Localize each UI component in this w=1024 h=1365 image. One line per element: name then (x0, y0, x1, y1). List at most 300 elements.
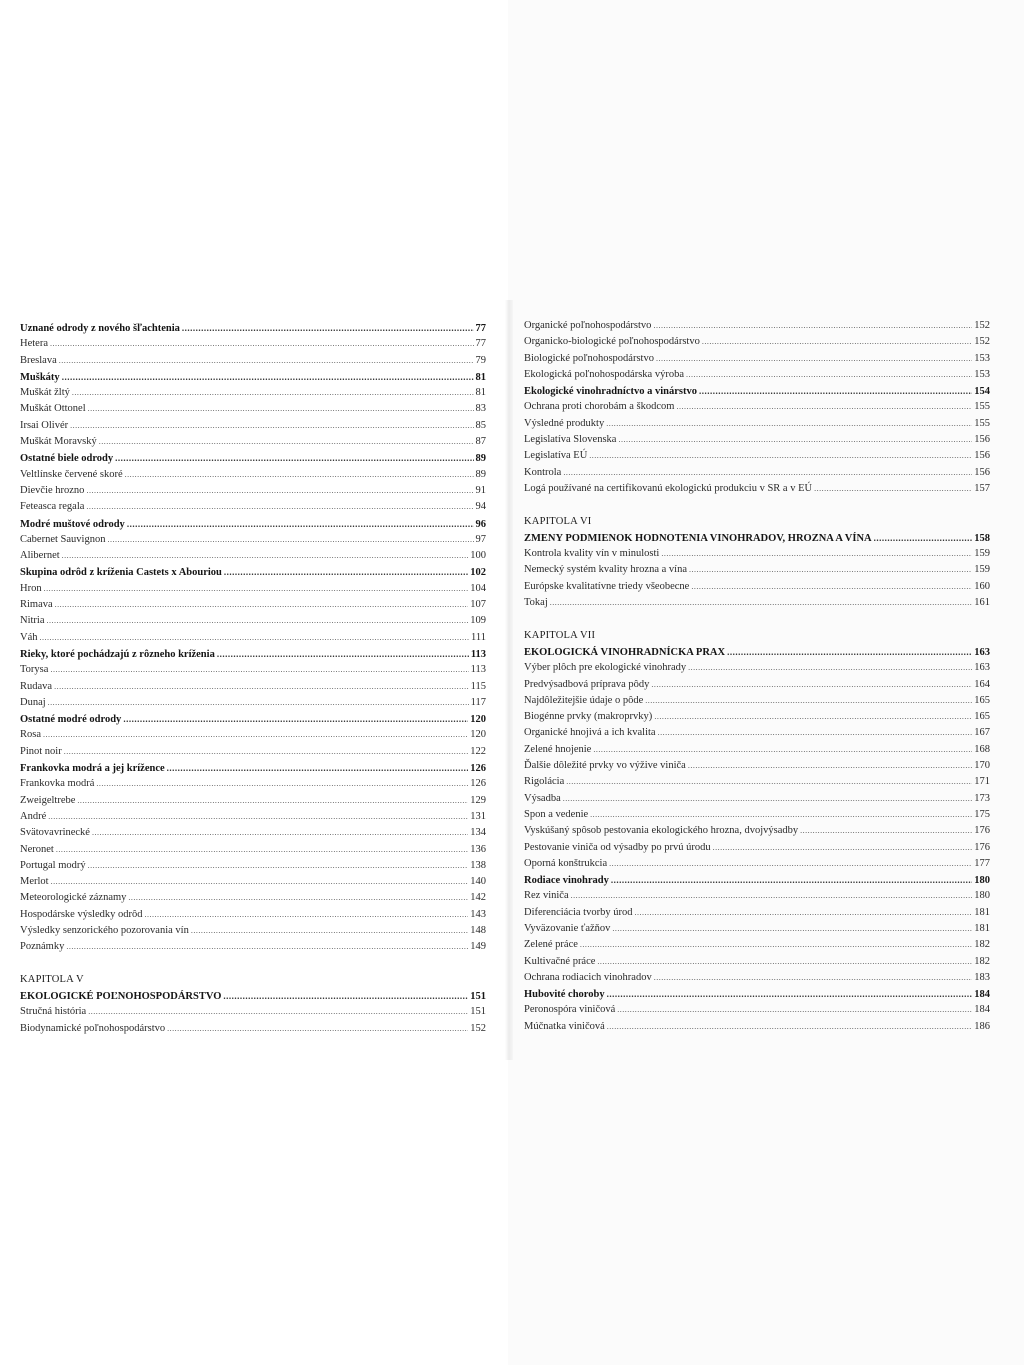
toc-right-column (524, 318, 990, 1035)
toc-dot-leader (656, 351, 972, 367)
toc-entry-title: Legislatíva Slovenska (524, 434, 617, 446)
toc-page-number: 151 (470, 991, 486, 1003)
toc-dot-leader (44, 581, 469, 597)
toc-dot-leader (609, 856, 972, 872)
toc-entry-title: Rosa (20, 729, 41, 741)
toc-entry-title: Rieky, ktoré pochádzajú z rôzneho kríženia (20, 648, 215, 660)
toc-entry (20, 662, 486, 678)
toc-entry (524, 774, 990, 790)
toc-section-heading (20, 760, 486, 776)
toc-entry (20, 923, 486, 939)
toc-page-number: 176 (974, 825, 990, 837)
toc-entry-title: Vyskúšaný spôsob pestovania ekologického hrozna, dvojvýsadby (524, 825, 799, 837)
toc-entry-title: Modré muštové odrody (20, 518, 125, 530)
toc-dot-leader (167, 760, 469, 776)
toc-entry-title: Portugal modrý (20, 859, 86, 871)
toc-entry-title: Ochrana proti chorobám a škodcom (524, 401, 675, 413)
toc-page-number: 138 (470, 859, 486, 871)
toc-entry (20, 679, 486, 695)
toc-entry (524, 905, 990, 921)
toc-entry (524, 595, 990, 611)
chapter-label: KAPITOLA VI (524, 515, 592, 527)
toc-dot-leader (125, 467, 474, 483)
toc-spacer (20, 956, 486, 972)
toc-dot-leader (699, 383, 972, 399)
toc-dot-leader (593, 742, 972, 758)
toc-dot-leader (88, 401, 474, 417)
toc-entry (20, 1004, 486, 1020)
toc-entry-title: Pestovanie viniča od výsadby po prvú úrodu (524, 841, 711, 853)
toc-page-number: 131 (470, 810, 486, 822)
toc-entry-title: Ekologická poľnohospodárska výroba (524, 368, 684, 380)
toc-dot-leader (62, 548, 469, 564)
toc-page-number: 159 (974, 548, 990, 560)
toc-entry-title: Frankovka modrá a jej krížence (20, 763, 165, 775)
book-gutter (505, 300, 513, 1060)
toc-entry-title: Cabernet Sauvignon (20, 533, 106, 545)
toc-spacer (524, 497, 990, 513)
toc-page-number: 152 (974, 320, 990, 331)
toc-page-number: 109 (470, 615, 486, 627)
toc-dot-leader (54, 679, 469, 695)
toc-entry-title: Oporná konštrukcia (524, 857, 608, 869)
toc-entry (524, 970, 990, 986)
toc-entry (524, 1002, 990, 1018)
toc-entry (20, 825, 486, 841)
toc-entry (20, 727, 486, 743)
toc-dot-leader (550, 595, 972, 611)
toc-page-number: 81 (475, 387, 486, 399)
toc-entry-title: Spon a vedenie (524, 808, 589, 820)
toc-dot-leader (191, 923, 468, 939)
toc-entry-title: Stručná história (20, 1006, 87, 1018)
toc-dot-leader (563, 465, 972, 481)
toc-entry (524, 546, 990, 562)
toc-page-number: 184 (974, 1004, 990, 1016)
toc-dot-leader (51, 874, 469, 890)
toc-entry (524, 579, 990, 595)
toc-dot-leader (653, 318, 972, 334)
toc-dot-leader (88, 858, 469, 874)
toc-entry-title: Pinot noir (20, 745, 62, 757)
toc-dot-leader (676, 399, 972, 415)
toc-page-number: 171 (974, 776, 990, 788)
toc-entry-title: Breslava (20, 354, 57, 366)
toc-dot-leader (72, 385, 474, 401)
toc-entry (524, 334, 990, 350)
toc-entry-title: Skupina odrôd z kríženia Castets x Abouriou (20, 567, 222, 579)
toc-page-number: 165 (974, 694, 990, 706)
toc-dot-leader (566, 774, 972, 790)
toc-entry (20, 385, 486, 401)
toc-entry-title: Rigolácia (524, 776, 565, 788)
toc-entry-title: Váh (20, 631, 38, 643)
toc-entry-title: EKOLOGICKÁ VINOHRADNÍCKA PRAX (524, 646, 726, 658)
toc-entry (20, 499, 486, 515)
toc-dot-leader (167, 1021, 468, 1037)
toc-entry-title: Rudava (20, 680, 53, 692)
toc-entry (20, 744, 486, 760)
toc-dot-leader (800, 823, 972, 839)
toc-dot-leader (689, 562, 972, 578)
toc-entry (20, 401, 486, 417)
toc-entry-title: Muškáty (20, 371, 60, 383)
toc-entry-title: Ostatné biele odrody (20, 453, 114, 465)
toc-entry (524, 840, 990, 856)
toc-page-number: 160 (974, 580, 990, 592)
toc-entry-title: Výsledky senzorického pozorovania vín (20, 924, 189, 936)
toc-page-number: 164 (974, 678, 990, 690)
toc-entry-title: Nitria (20, 615, 45, 627)
toc-page-number: 96 (475, 518, 486, 530)
toc-entry-title: Organicko-biologické poľnohospodárstvo (524, 336, 700, 348)
toc-dot-leader (590, 807, 972, 823)
toc-section-heading (524, 383, 990, 399)
toc-entry (524, 888, 990, 904)
toc-page-number: 153 (974, 352, 990, 364)
chapter-label: KAPITOLA V (20, 973, 84, 985)
toc-entry-title: EKOLOGICKÉ POĽNOHOSPODÁRSTVO (20, 991, 222, 1003)
toc-entry-title: Poznámky (20, 941, 65, 953)
toc-dot-leader (64, 744, 469, 760)
toc-entry (524, 791, 990, 807)
toc-page-number: 142 (470, 892, 486, 904)
toc-entry-title: Tokaj (524, 597, 548, 609)
toc-page-number: 152 (974, 336, 990, 348)
toc-entry (524, 709, 990, 725)
toc-entry-title: Výsledné produkty (524, 417, 605, 429)
toc-page-number: 89 (475, 453, 486, 465)
toc-page-number: 81 (475, 371, 486, 383)
toc-page-number: 122 (470, 745, 486, 757)
toc-entry-title: Rimava (20, 599, 53, 611)
toc-entry (20, 793, 486, 809)
toc-entry-title: Muškát žltý (20, 387, 70, 399)
toc-entry-title: Veltlínske červené skoré (20, 468, 123, 480)
toc-entry (524, 481, 990, 497)
toc-entry-title: Torysa (20, 664, 49, 676)
toc-dot-leader (66, 939, 468, 955)
toc-dot-leader (634, 905, 972, 921)
toc-dot-leader (56, 842, 468, 858)
chapter-label: KAPITOLA VII (524, 629, 596, 641)
toc-page-number: 163 (974, 662, 990, 674)
toc-dot-leader (661, 546, 972, 562)
toc-page-number: 77 (475, 338, 486, 350)
toc-dot-leader (563, 791, 973, 807)
toc-entry-title: Frankovka modrá (20, 778, 95, 790)
toc-page-number: 181 (974, 906, 990, 918)
toc-dot-leader (40, 630, 470, 646)
toc-entry (524, 937, 990, 953)
toc-entry-title: Legislatíva EÚ (524, 450, 588, 462)
toc-dot-leader (62, 369, 474, 385)
toc-page-number: 176 (974, 841, 990, 853)
toc-section-heading (20, 516, 486, 532)
toc-entry (20, 630, 486, 646)
toc-dot-leader (607, 1019, 972, 1035)
toc-dot-leader (59, 353, 474, 369)
toc-page-number: 154 (974, 386, 990, 398)
toc-section-heading (20, 320, 486, 336)
toc-page-number: 111 (471, 631, 486, 643)
toc-dot-leader (691, 579, 972, 595)
toc-dot-leader (217, 646, 469, 662)
toc-dot-leader (607, 986, 973, 1002)
toc-dot-leader (611, 872, 972, 888)
toc-dot-leader (86, 499, 473, 515)
toc-dot-leader (96, 776, 468, 792)
toc-dot-leader (50, 336, 474, 352)
toc-page-number: 156 (974, 466, 990, 478)
toc-section-heading (524, 872, 990, 888)
toc-entry-title: Ďalšie dôležité prvky vo výžive viniča (524, 760, 686, 772)
toc-entry (524, 432, 990, 448)
toc-entry (524, 465, 990, 481)
toc-section-heading (524, 986, 990, 1002)
toc-dot-leader (99, 434, 474, 450)
toc-section-heading (20, 646, 486, 662)
toc-entry (524, 954, 990, 970)
toc-page-number: 100 (470, 550, 486, 562)
toc-page-number: 155 (974, 417, 990, 429)
toc-dot-leader (115, 450, 473, 466)
toc-entry-title: Ostatné modré odrody (20, 714, 122, 726)
toc-page-number: 79 (475, 354, 486, 366)
toc-spacer (524, 611, 990, 627)
toc-page-number: 165 (974, 711, 990, 723)
toc-page-number: 120 (470, 729, 486, 741)
toc-entry (524, 351, 990, 367)
toc-dot-leader (688, 660, 972, 676)
toc-page-number: 184 (974, 989, 990, 1001)
toc-entry (20, 418, 486, 434)
toc-section-heading (20, 988, 486, 1004)
toc-entry-title: Neronet (20, 843, 54, 855)
toc-section-heading (524, 644, 990, 660)
toc-entry (20, 907, 486, 923)
toc-entry (524, 1019, 990, 1035)
toc-entry (20, 467, 486, 483)
toc-entry-title: Európske kvalitatívne triedy všeobecne (524, 580, 690, 592)
toc-entry (20, 939, 486, 955)
toc-entry-title: Nemecký systém kvality hrozna a vína (524, 564, 687, 576)
toc-entry-title: Svätovavrinecké (20, 827, 90, 839)
toc-page-number: 113 (470, 664, 486, 676)
toc-entry (524, 399, 990, 415)
toc-page-number: 149 (470, 941, 486, 953)
toc-dot-leader (654, 709, 972, 725)
toc-page-number: 157 (974, 482, 990, 494)
toc-dot-leader (77, 793, 468, 809)
toc-page-number: 143 (470, 908, 486, 920)
toc-page-number: 102 (470, 567, 486, 579)
toc-entry (524, 921, 990, 937)
toc-entry-title: Hospodárske výsledky odrôd (20, 908, 143, 920)
toc-page-number: 170 (974, 760, 990, 772)
toc-entry-title: Výber plôch pre ekologické vinohrady (524, 662, 687, 674)
toc-entry (20, 336, 486, 352)
toc-entry-title: Kontrola kvality vín v minulosti (524, 548, 660, 560)
toc-dot-leader (571, 888, 973, 904)
toc-dot-leader (55, 597, 469, 613)
toc-entry (20, 695, 486, 711)
toc-entry (20, 581, 486, 597)
toc-page-number: 177 (974, 857, 990, 869)
toc-page-number: 129 (470, 794, 486, 806)
toc-dot-leader (223, 988, 468, 1004)
toc-dot-leader (123, 711, 468, 727)
toc-page-number: 182 (974, 939, 990, 951)
toc-dot-leader (702, 334, 972, 350)
toc-dot-leader (107, 532, 473, 548)
toc-page-number: 97 (475, 533, 486, 545)
toc-page-number: 163 (974, 646, 990, 658)
toc-page-number: 104 (470, 582, 486, 594)
toc-dot-leader (713, 840, 973, 856)
toc-page-number: 156 (974, 434, 990, 446)
toc-entry-title: Zweigeltrebe (20, 794, 76, 806)
toc-page-number: 107 (470, 599, 486, 611)
toc-page-number: 89 (475, 468, 486, 480)
toc-page-number: 117 (470, 696, 486, 708)
toc-section-heading (20, 450, 486, 466)
toc-page-number: 159 (974, 564, 990, 576)
toc-entry (524, 742, 990, 758)
toc-page-number: 87 (475, 436, 486, 448)
toc-dot-leader (688, 758, 972, 774)
toc-dot-leader (70, 418, 473, 434)
toc-dot-leader (645, 693, 972, 709)
toc-entry (20, 1021, 486, 1037)
toc-page-number: 136 (470, 843, 486, 855)
toc-page-number: 77 (475, 323, 486, 334)
toc-page-number: 186 (974, 1020, 990, 1032)
toc-page-number: 148 (470, 924, 486, 936)
toc-entry-title: ZMENY PODMIENOK HODNOTENIA VINOHRADOV, HROZNA A VÍNA (524, 532, 872, 544)
toc-page-number: 180 (974, 875, 990, 887)
toc-dot-leader (597, 954, 972, 970)
toc-page-number: 167 (974, 727, 990, 739)
toc-entry-title: Rodiace vinohrady (524, 875, 609, 887)
toc-dot-leader (580, 937, 972, 953)
toc-dot-leader (654, 970, 973, 986)
toc-page-number: 151 (470, 1006, 486, 1018)
toc-entry-title: Dunaj (20, 696, 46, 708)
toc-entry-title: Ochrana rodiacich vinohradov (524, 971, 652, 983)
toc-entry-title: Múčnatka viničová (524, 1020, 605, 1032)
toc-page-number: 161 (974, 597, 990, 609)
toc-entry (524, 677, 990, 693)
toc-entry-title: Biodynamické poľnohospodárstvo (20, 1022, 166, 1034)
toc-dot-leader (88, 1004, 468, 1020)
toc-entry (20, 809, 486, 825)
toc-page-number: 155 (974, 401, 990, 413)
toc-page-number: 158 (974, 532, 990, 544)
toc-page-number: 120 (470, 714, 486, 726)
toc-entry-title: Biogénne prvky (makroprvky) (524, 711, 653, 723)
toc-entry-title: Merlot (20, 876, 49, 888)
toc-entry-title: Hron (20, 582, 42, 594)
toc-entry (20, 842, 486, 858)
toc-entry (524, 416, 990, 432)
toc-entry (20, 597, 486, 613)
toc-page-number: 152 (470, 1022, 486, 1034)
toc-dot-leader (48, 695, 469, 711)
toc-entry-title: Najdôležitejšie údaje o pôde (524, 694, 644, 706)
toc-dot-leader (589, 448, 972, 464)
toc-entry-title: Logá používané na certifikovanú ekologickú produkciu v SR a v EÚ (524, 482, 813, 494)
toc-entry-title: Irsai Olivér (20, 419, 69, 431)
toc-left-column (20, 320, 486, 1037)
toc-page-number: 134 (470, 827, 486, 839)
toc-section-heading (20, 711, 486, 727)
toc-dot-leader (127, 516, 474, 532)
toc-entry-title: Hetera (20, 338, 48, 350)
toc-page-number: 156 (974, 450, 990, 462)
toc-entry-title: Alibernet (20, 550, 60, 562)
toc-entry (524, 318, 990, 334)
toc-entry-title: Kultivačné práce (524, 955, 596, 967)
toc-entry-title: Organické hnojivá a ich kvalita (524, 727, 656, 739)
toc-entry-title: Uznané odrody z nového šľachtenia (20, 323, 180, 334)
toc-entry (20, 613, 486, 629)
toc-dot-leader (50, 662, 468, 678)
toc-dot-leader (686, 367, 972, 383)
toc-entry (20, 890, 486, 906)
toc-entry-title: Hubovité choroby (524, 989, 605, 1001)
toc-entry (20, 353, 486, 369)
toc-page-number: 94 (475, 501, 486, 513)
toc-entry-title: Meteorologické záznamy (20, 892, 127, 904)
toc-dot-leader (48, 809, 468, 825)
toc-section-heading (524, 530, 990, 546)
toc-entry (20, 532, 486, 548)
toc-entry (524, 807, 990, 823)
toc-dot-leader (814, 481, 972, 497)
toc-entry (20, 776, 486, 792)
toc-entry-title: Predvýsadbová príprava pôdy (524, 678, 650, 690)
toc-dot-leader (727, 644, 972, 660)
toc-entry-title: Výsadba (524, 792, 561, 804)
toc-page-number: 91 (475, 484, 486, 496)
toc-page-number: 181 (974, 922, 990, 934)
toc-section-heading (20, 564, 486, 580)
toc-entry-title: Zelené hnojenie (524, 743, 592, 755)
toc-page-number: 183 (974, 971, 990, 983)
toc-dot-leader (617, 1002, 972, 1018)
toc-entry (524, 562, 990, 578)
toc-entry-title: Organické poľnohospodárstvo (524, 320, 652, 331)
toc-page-number: 140 (470, 876, 486, 888)
toc-entry-title: Rez viniča (524, 890, 569, 902)
toc-entry-title: Feteasca regala (20, 501, 85, 513)
toc-entry-title: André (20, 810, 47, 822)
toc-dot-leader (128, 890, 468, 906)
toc-page-number: 126 (470, 763, 486, 775)
toc-page-number: 180 (974, 890, 990, 902)
toc-entry-title: Vyväzovanie ťažňov (524, 922, 611, 934)
toc-entry-title: Biologické poľnohospodárstvo (524, 352, 654, 364)
toc-entry-title: Diferenciácia tvorby úrod (524, 906, 633, 918)
toc-entry (524, 693, 990, 709)
toc-dot-leader (618, 432, 972, 448)
toc-entry-title: Peronospóra viničová (524, 1004, 616, 1016)
toc-dot-leader (92, 825, 468, 841)
toc-page-number: 168 (974, 743, 990, 755)
toc-page-number: 115 (470, 680, 486, 692)
toc-entry-title: Kontrola (524, 466, 562, 478)
